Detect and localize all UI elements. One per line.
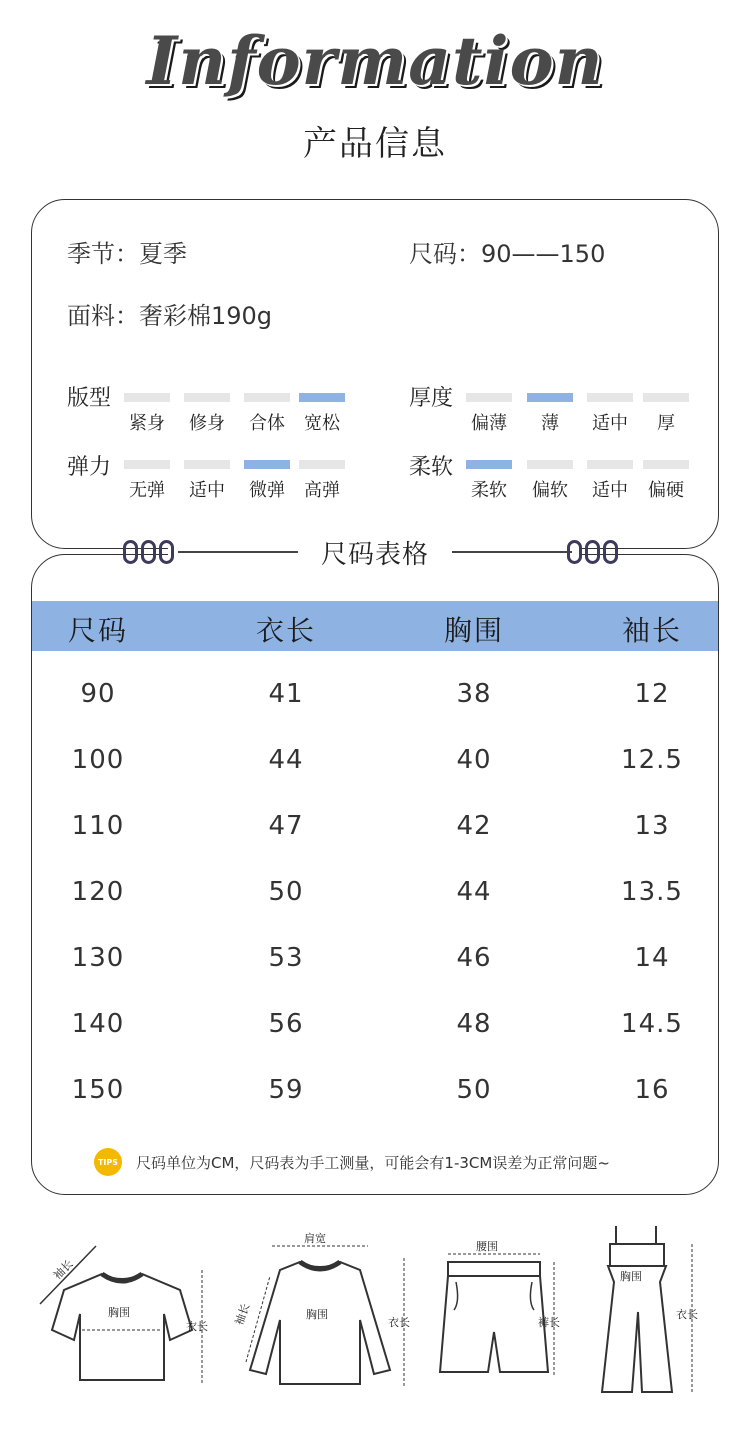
size-range-text: 尺码：90——150 bbox=[409, 240, 606, 268]
rating-bar-selected bbox=[527, 393, 573, 402]
ring-icon bbox=[567, 540, 582, 564]
cell-chest: 40 bbox=[456, 745, 492, 775]
cell-size: 110 bbox=[71, 811, 125, 841]
cell-length: 53 bbox=[268, 943, 304, 973]
cell-chest: 44 bbox=[456, 877, 492, 907]
cell-size: 90 bbox=[80, 679, 116, 709]
rating-bar bbox=[124, 393, 170, 402]
cell-sleeve: 16 bbox=[634, 1075, 670, 1105]
rating-bar-selected bbox=[466, 460, 512, 469]
cell-size: 140 bbox=[71, 1009, 125, 1039]
cell-chest: 42 bbox=[456, 811, 492, 841]
cell-length: 47 bbox=[268, 811, 304, 841]
cell-sleeve: 13.5 bbox=[621, 877, 683, 907]
fabric-text: 面料：奢彩棉190g bbox=[67, 302, 273, 330]
cell-size: 130 bbox=[71, 943, 125, 973]
cell-chest: 46 bbox=[456, 943, 492, 973]
cell-chest: 50 bbox=[456, 1075, 492, 1105]
option-label: 偏软 bbox=[532, 480, 568, 501]
rating-bar bbox=[124, 460, 170, 469]
option-label: 高弹 bbox=[304, 480, 340, 501]
column-header-size: 尺码 bbox=[67, 614, 128, 647]
table-header bbox=[32, 601, 718, 651]
cell-sleeve: 12.5 bbox=[621, 745, 683, 775]
cell-length: 41 bbox=[268, 679, 304, 709]
column-header-length: 衣长 bbox=[255, 614, 316, 647]
rating-bar bbox=[587, 393, 633, 402]
rating-bar bbox=[184, 460, 230, 469]
title-information: Information bbox=[146, 22, 604, 100]
option-label: 合体 bbox=[249, 413, 285, 434]
rating-bar bbox=[466, 393, 512, 402]
ring-icon bbox=[141, 540, 156, 564]
option-label: 微弹 bbox=[249, 480, 285, 501]
option-label: 薄 bbox=[541, 413, 559, 434]
binder-rings-right bbox=[567, 540, 618, 564]
rating-bar bbox=[244, 393, 290, 402]
label-sleeve: 袖长 bbox=[232, 1301, 253, 1328]
season-text: 季节：夏季 bbox=[67, 240, 187, 268]
option-label: 无弹 bbox=[129, 480, 165, 501]
size-table-panel bbox=[31, 554, 719, 1195]
rating-bar-selected bbox=[244, 460, 290, 469]
attribute-label: 柔软 bbox=[409, 455, 454, 480]
cell-size: 100 bbox=[71, 745, 125, 775]
attribute-label: 版型 bbox=[67, 386, 112, 411]
cell-sleeve: 13 bbox=[634, 811, 670, 841]
tshirt-diagram bbox=[30, 1222, 220, 1401]
binder-rings-left bbox=[123, 540, 174, 564]
rating-bar-selected bbox=[299, 393, 345, 402]
rating-bar bbox=[587, 460, 633, 469]
option-label: 修身 bbox=[189, 413, 225, 434]
option-label: 紧身 bbox=[129, 413, 165, 434]
column-header-chest: 胸围 bbox=[443, 614, 504, 647]
attribute-label: 厚度 bbox=[409, 386, 454, 411]
tips-note bbox=[94, 1148, 610, 1176]
cell-sleeve: 12 bbox=[634, 679, 670, 709]
option-label: 适中 bbox=[189, 480, 225, 501]
cell-chest: 38 bbox=[456, 679, 492, 709]
cell-chest: 48 bbox=[456, 1009, 492, 1039]
cell-length: 59 bbox=[268, 1075, 304, 1105]
cell-length: 50 bbox=[268, 877, 304, 907]
label-chest: 胸围 bbox=[108, 1306, 130, 1319]
rating-bar bbox=[527, 460, 573, 469]
rating-bar bbox=[299, 460, 345, 469]
option-label: 厚 bbox=[657, 413, 675, 434]
ring-icon bbox=[603, 540, 618, 564]
label-shoulder: 肩宽 bbox=[304, 1232, 326, 1245]
label-length: 衣长 bbox=[388, 1316, 410, 1329]
cell-size: 120 bbox=[71, 877, 125, 907]
option-label: 宽松 bbox=[304, 413, 340, 434]
overalls-diagram bbox=[580, 1222, 720, 1401]
option-label: 偏薄 bbox=[471, 413, 507, 434]
label-sleeve: 袖长 bbox=[50, 1257, 76, 1283]
option-label: 适中 bbox=[592, 413, 628, 434]
ring-icon bbox=[159, 540, 174, 564]
option-label: 柔软 bbox=[471, 480, 507, 501]
label-length: 裤长 bbox=[538, 1316, 560, 1329]
option-label: 偏硬 bbox=[648, 480, 684, 501]
cell-sleeve: 14.5 bbox=[621, 1009, 683, 1039]
cell-length: 44 bbox=[268, 745, 304, 775]
ring-icon bbox=[585, 540, 600, 564]
cell-size: 150 bbox=[71, 1075, 125, 1105]
rating-bar bbox=[643, 393, 689, 402]
label-chest: 胸围 bbox=[306, 1308, 328, 1321]
column-header-sleeve: 袖长 bbox=[621, 614, 682, 647]
ring-icon bbox=[123, 540, 138, 564]
rating-bar bbox=[643, 460, 689, 469]
option-label: 适中 bbox=[592, 480, 628, 501]
size-table-title: 尺码表格 bbox=[320, 540, 429, 570]
label-waist: 腰围 bbox=[476, 1240, 498, 1253]
longsleeve-diagram bbox=[228, 1222, 418, 1401]
cell-length: 56 bbox=[268, 1009, 304, 1039]
tips-text: 尺码单位为CM，尺码表为手工测量，可能会有1-3CM误差为正常问题~ bbox=[136, 1153, 610, 1172]
label-length: 衣长 bbox=[186, 1320, 208, 1333]
rating-bar bbox=[184, 393, 230, 402]
label-chest: 胸围 bbox=[620, 1270, 642, 1283]
shorts-diagram bbox=[430, 1222, 590, 1401]
product-info-panel bbox=[31, 199, 719, 549]
title-product-info: 产品信息 bbox=[303, 124, 447, 164]
attribute-label: 弹力 bbox=[67, 455, 112, 480]
cell-sleeve: 14 bbox=[634, 943, 670, 973]
label-length: 衣长 bbox=[676, 1308, 698, 1321]
tips-badge: TIPS bbox=[94, 1148, 122, 1176]
